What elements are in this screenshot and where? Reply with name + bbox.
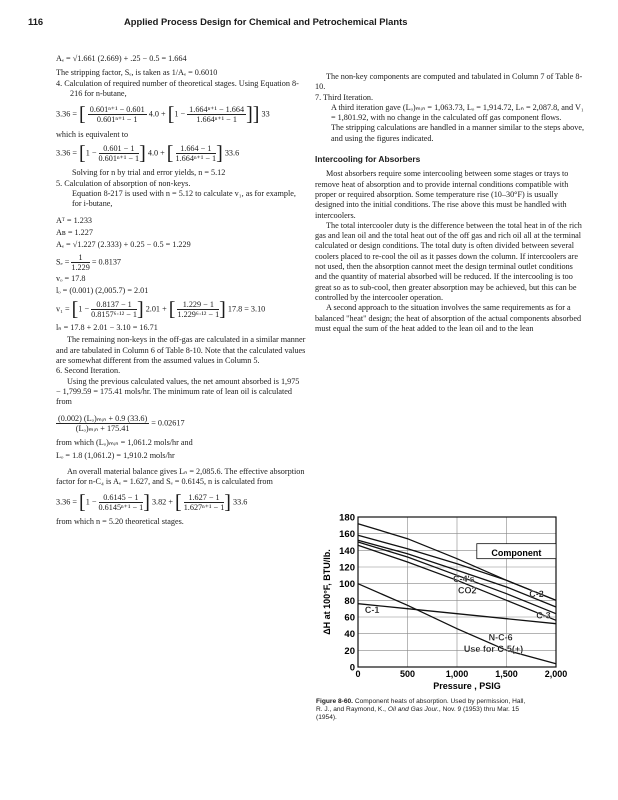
legend-title: Component (491, 548, 542, 559)
paragraph-third-iteration: A third iteration gave (Lₒ)ₘᵢₙ = 1,063.73, Lₒ = 1,914.72, Lₙ = 2,087.8, and V₁ = 1,801.92, with no change in the calculated off gas component flows. (331, 102, 584, 123)
left-column (56, 52, 306, 527)
paragraph-nonkey: The non-key components are computed and tabulated in Column 7 of Table 8-10. (315, 72, 583, 92)
series-label: CO2 (457, 585, 477, 596)
heat-of-absorption-chart (316, 511, 586, 699)
paragraph-eq8217: Equation 8-217 is used with n = 5.12 to calculate v₁, as for example, for i-butane, (72, 189, 296, 209)
y-tick-label: 80 (344, 595, 355, 607)
x-tick-label: 0 (355, 669, 361, 679)
y-tick-label: 20 (344, 645, 355, 657)
x-tick-label: 1,000 (445, 669, 469, 679)
equation-final: 3.36 = [1 − $\frac{0.6145 - 1}{\text{0.6145ⁿ⁺¹ − 1}}$ ] 3.82 + [ $\frac{1.627 - 1}{\text{1.627ⁿ⁺¹ − 1}}$ ] 33.6 (56, 491, 248, 514)
figure-caption: Figure 8-60. Component heats of absorption. Used by permission, Hall, R. J., and Raymond, K., Oil and Gas Jour., Nov. 9 (1953) thru Mar. 15 (1954). (316, 698, 526, 721)
x-tick-label: 1,500 (495, 669, 518, 679)
which-equivalent: which is equivalent to (56, 130, 129, 140)
y-tick-label: 180 (339, 512, 355, 524)
equation-ae-2: Aₑ = √1.227 (2.333) + 0.25 − 0.5 = 1.229 (56, 240, 191, 250)
y-tick-label: 40 (344, 629, 355, 641)
list-item-4: 4. Calculation of required number of theoretical stages. Using Equation 8-216 for n-butane, (56, 78, 299, 98)
equation-vo: vₒ = 17.8 (56, 273, 86, 283)
y-tick-label: 0 (349, 662, 355, 674)
list-item-7: 7. Third Iteration. (315, 92, 374, 102)
y-tick-label: 140 (339, 545, 355, 557)
paragraph-intercool-3: A second approach to the situation involves the same requirements as for a balanced "heat" design; the heat of absorption of the actual components absorbed must equal the sum of the heat added to the lean oil and to the lean (315, 303, 582, 333)
equation-ae: Aₑ = √1.661 (2.669) + .25 − 0.5 = 1.664 (56, 54, 187, 63)
equation-v1: v₁ = [1 − $\frac{0.8137 - 1}{\text{0.8157⁶·¹² − 1}}$ ] 2.01 + [ $\frac{1.229 - 1}{\text{1.229⁶·¹² − 1}}$ ] 17.8 = 3.10 (56, 298, 266, 321)
list-item-5: 5. Calculation of absorption of non-keys. (56, 178, 191, 188)
y-tick-label: 60 (344, 612, 355, 624)
list-item-6: 6. Second Iteration. (56, 366, 121, 376)
series-label: C-4's (453, 574, 475, 584)
y-tick-label: 160 (339, 529, 355, 541)
equation-lo: lₒ = (0.001) (2,005.7) = 2.01 (56, 285, 149, 295)
equation-se: Sₑ = $\frac{1}{1.229}$ = 0.8137 (56, 252, 122, 272)
paragraph-overall: An overall material balance gives Lₙ = 2,085.6. The effective absorption factor for n-C₄ is Aₑ = 1.627, and Sₑ = 0.6145, n is calculated from (56, 467, 305, 487)
series-label: C-1 (364, 604, 380, 615)
x-tick-label: 500 (399, 669, 416, 679)
x-axis-label: Pressure , PSIG (433, 681, 501, 691)
equation-ab: Aʙ = 1.227 (56, 227, 93, 237)
paragraph-stripping: The stripping factor, Sₑ, is taken as 1/Aₑ = 0.6010 (56, 68, 218, 78)
section-title: Intercooling for Absorbers (315, 154, 421, 165)
equation-lo-2: Lₒ = 1.8 (1,061.2) = 1,910.2 mols/hr (56, 450, 175, 460)
y-tick-label: 120 (339, 562, 355, 574)
series-label: C-3 (536, 610, 551, 621)
paragraph-from-which: from which (Lₒ)ₘᵢₙ = 1,061.2 mols/hr and (56, 437, 193, 447)
paragraph-second-iteration: Using the previous calculated values, the net amount absorbed is 1,975 − 1,799.59 = 175.41 mols/hr. The minimum rate of lean oil is calculated from (56, 376, 300, 407)
page-header (28, 16, 590, 30)
paragraph-intercool-2: The total intercooler duty is the difference between the total heat in of the rich gas and lean oil and the total heat out of the off gas and rich oil all at the terminal calculated or design conditions. The total duty is often divided between several coolers placed to re-cool the oil as it passes down the column. If intercoolers are not used, then the absorption cannot meet the design terminal outlet conditions and the quantity of material absorbed will be reduced. If the intercooling is too great so as to sub-cool, then greater absorption may be achieved, but this can be controlled by the intercooler operation. (315, 220, 582, 302)
series-label: N-C-6 (488, 632, 513, 643)
x-tick-label: 2,000 (544, 669, 568, 679)
series-label: C-2 (529, 589, 544, 599)
paragraph-intercool-1: Most absorbers require some intercooling between some stages or trays to remove heat of absorption and to provide internal conditions compatible with proper or required absorption. Some temperature rise (10–30°F) is usually designed into the initial conditions. The rise above this must be handled with intercoolers. (315, 169, 569, 220)
y-axis-label: ΔH at 100°F, BTU/lb. (322, 549, 332, 635)
equation-stages-2: 3.36 = [1 − $\frac{0.601 - 1}{\text{0.601ⁿ⁺¹ − 1}}$ ] 4.0 + [ $\frac{1.664 - 1}{\text{1.664ⁿ⁺¹ − 1}}$ ] 33.6 (56, 142, 240, 165)
y-tick-label: 100 (339, 579, 355, 591)
paragraph-remaining: The remaining non-keys in the off-gas are calculated in a similar manner and are tabulated in Column 6 of Table 8-10. Note that the calculated values are somewhat different from the assumed values in Column 5. (56, 335, 306, 366)
paragraph-stripping-calc: The stripping calculations are handled in a manner similar to the steps above, and using the figures indicated. (331, 123, 585, 143)
right-column (315, 72, 586, 334)
equation-ln: lₙ = 17.8 + 2.01 − 3.10 = 16.71 (56, 323, 158, 333)
running-title: Applied Process Design for Chemical and Petrochemical Plants (124, 16, 408, 27)
page-number: 116 (28, 16, 44, 27)
series-label: Use for C-5(+) (463, 644, 524, 654)
equation-stages-1: 3.36 = [ $\frac{\text{0.601ⁿ⁺¹ − 0.601}}{\text{0.601ⁿ⁺¹ − 1}}$ 4.0 + [1 − $\frac{\text{1.664ⁿ⁺¹ − 1.664}}{\text{1.664ⁿ⁺¹ − 1}}$ ]] 33 (56, 103, 270, 126)
paragraph-final-stages: from which n = 5.20 theoretical stages. (56, 516, 184, 526)
solving-line: Solving for n by trial and error yields, n = 5.12 (72, 168, 226, 178)
equation-min-rate: $\frac{\text{(0.002) (Lₒ)ₘᵢₙ + 0.9 (33.6)}}{\text{(Lₒ)ₘᵢₙ + 175.41}}$ = 0.02617 (58, 413, 185, 433)
equation-at: Aᵀ = 1.233 (56, 215, 93, 225)
